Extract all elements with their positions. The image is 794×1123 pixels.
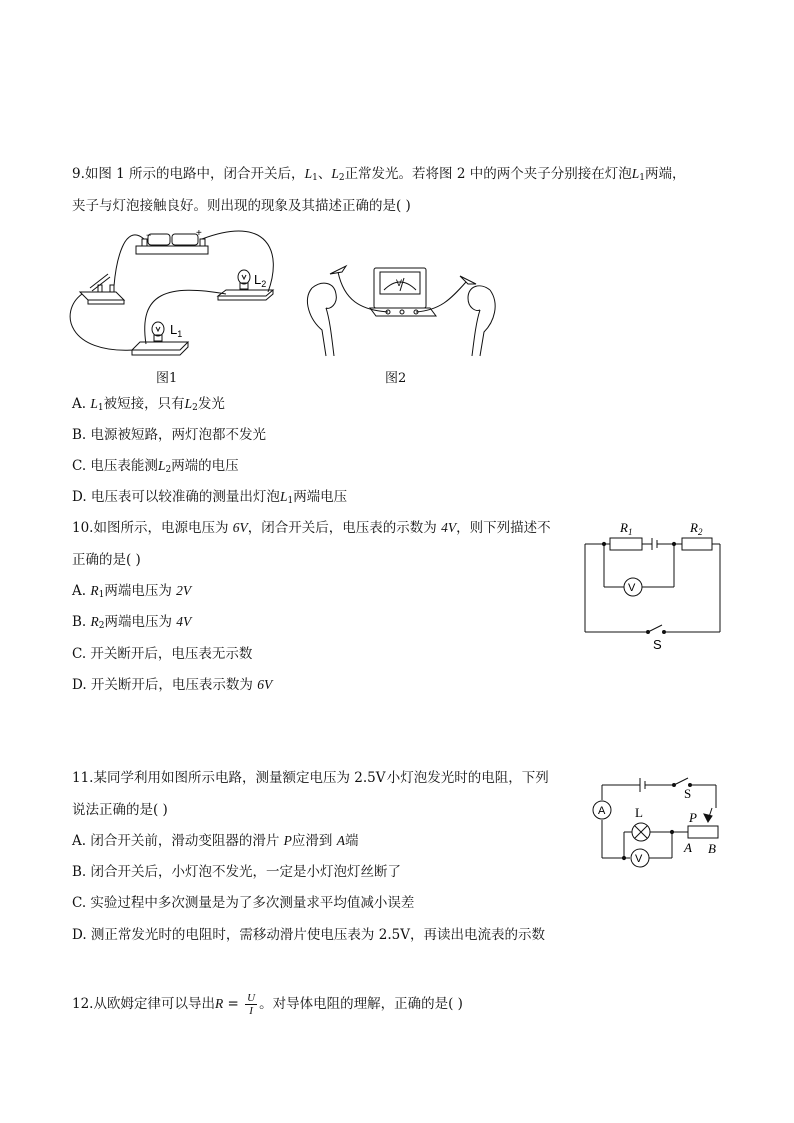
q9-option-d[interactable]: D. 电压表可以较准确的测量出灯泡$L_1$两端电压 <box>72 489 348 506</box>
q10-circuit-diagram <box>582 517 724 652</box>
svg-text:R2: $R_2$ <box>690 520 703 537</box>
svg-text:L1: $L_1$ <box>170 322 183 339</box>
battery-base <box>136 246 208 254</box>
q11-option-c[interactable]: C. 实验过程中多次测量是为了多次测量求平均值减小误差 <box>72 895 415 911</box>
svg-text:+: + <box>196 228 202 239</box>
q9-option-a[interactable]: A. $L_1$被短接，只有$L_2$发光 <box>72 396 225 413</box>
rheostat <box>688 826 718 838</box>
q11-option-a[interactable]: A. 闭合开关前，滑动变阻器的滑片 P应滑到 A端 <box>72 833 359 849</box>
svg-text:V: V <box>396 278 403 288</box>
ohm-fraction: $\frac{U}{I}$ <box>247 992 256 1017</box>
q9-option-c[interactable]: C. 电压表能测$L_2$两端的电压 <box>72 458 239 475</box>
wire <box>114 235 144 286</box>
figure2-label: 图2 <box>385 371 407 386</box>
battery-cell <box>148 234 170 245</box>
resistor-r2 <box>682 538 712 550</box>
q9-option-b[interactable]: B. 电源被短路，两灯泡都不发光 <box>72 427 267 443</box>
svg-text:V: V <box>628 582 636 594</box>
q11-option-b[interactable]: B. 闭合开关后，小灯泡不发光，一定是小灯泡灯丝断了 <box>72 864 402 880</box>
svg-text:B: B <box>708 841 716 856</box>
q10-option-d[interactable]: D. 开关断开后，电压表示数为 6V <box>72 677 273 693</box>
resistor-r1 <box>610 538 642 550</box>
q10-option-a[interactable]: A. $R_1$两端电压为 2V <box>72 583 192 600</box>
q10-stem-line1: 10.如图所示，电源电压为 6V，闭合开关后，电压表的示数为 4V，则下列描述不 <box>72 520 551 536</box>
q10-stem-line2: 正确的是( ) <box>72 552 141 568</box>
q11-stem-line2: 说法正确的是( ) <box>72 802 168 818</box>
svg-text:S: S <box>684 786 692 801</box>
q9-stem-line2: 夹子与灯泡接触良好。则出现的现象及其描述正确的是( ) <box>72 198 411 214</box>
svg-text:A: A <box>598 805 606 817</box>
svg-text:L2: $L_2$ <box>254 272 267 289</box>
svg-text:R1: $R_1$ <box>620 520 633 537</box>
svg-text:V: V <box>635 853 643 865</box>
q11-stem-line1: 11.某同学利用如图所示电路，测量额定电压为 2.5V 小灯泡发光时的电阻，下列 <box>72 770 549 786</box>
svg-text:A: A <box>684 840 692 855</box>
figure1-label: 图1 <box>156 371 178 386</box>
q11-option-d[interactable]: D. 测正常发光时的电阻时，需移动滑片使电压表为 2.5V，再读出电流表的示数 <box>72 927 545 943</box>
svg-text:P: P <box>689 810 697 825</box>
q9-stem-line1: 9.如图 1 所示的电路中，闭合开关后，$L_1$、$L_2$正常发光。若将图 2 中的两个夹子分别接在灯泡$L_1$两端， <box>72 166 686 183</box>
svg-text:−: − <box>146 230 152 240</box>
q9-figure2 <box>300 260 505 360</box>
q9-figure1 <box>68 222 283 364</box>
voltmeter-body <box>374 268 426 308</box>
q10-option-c[interactable]: C. 开关断开后，电压表无示数 <box>72 646 253 662</box>
q12-stem: 12.从欧姆定律可以导出R = $\frac{U}{I}$ 。对导体电阻的理解，正确的是( ) <box>72 992 463 1017</box>
q11-circuit-diagram <box>586 770 751 875</box>
svg-text:L: L <box>635 805 643 820</box>
svg-text:S: S <box>653 637 662 652</box>
q10-option-b[interactable]: B. $R_2$两端电压为 4V <box>72 614 192 631</box>
